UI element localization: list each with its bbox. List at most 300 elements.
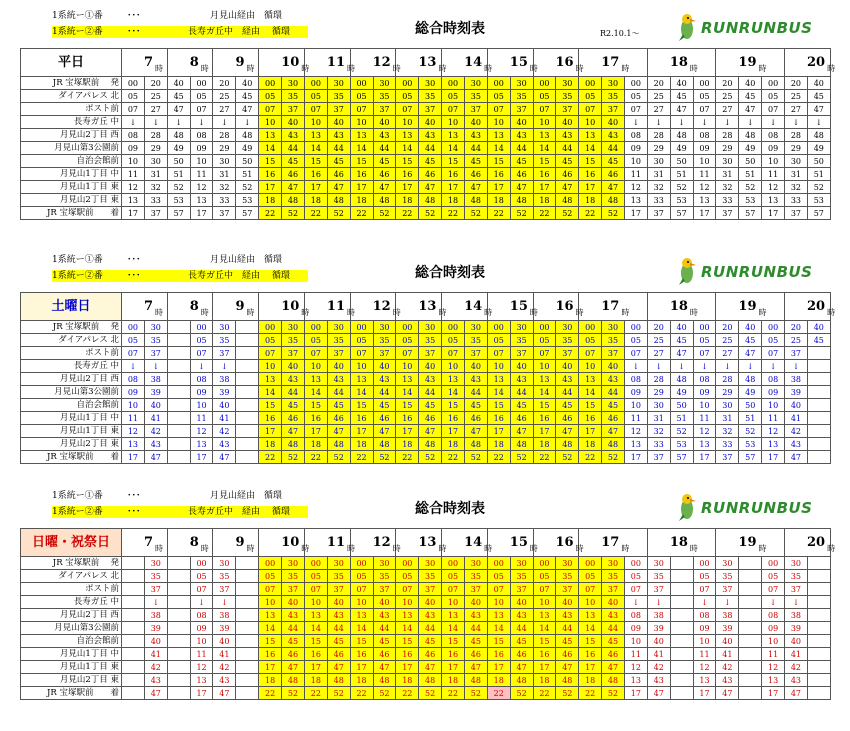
departure-time: 47 xyxy=(739,103,762,116)
departure-time: 33 xyxy=(716,438,739,451)
departure-time: 42 xyxy=(647,661,670,674)
bird-mascot-icon xyxy=(675,12,699,46)
departure-time: 17 xyxy=(122,451,145,464)
departure-time: 13 xyxy=(190,438,213,451)
timetable-title: 総合時刻表 xyxy=(415,501,485,517)
departure-time xyxy=(167,373,190,386)
departure-time xyxy=(807,438,830,451)
departure-time: 40 xyxy=(213,399,236,412)
stop-name: 長寿ガ丘 中 xyxy=(21,360,122,373)
departure-time: 13 xyxy=(487,129,510,142)
hour-suffix: 時 xyxy=(200,543,209,553)
departure-time: 16 xyxy=(442,648,465,661)
departure-time: 09 xyxy=(693,622,716,635)
departure-time xyxy=(236,583,259,596)
departure-time: 16 xyxy=(304,648,327,661)
departure-time xyxy=(167,661,190,674)
departure-time: 35 xyxy=(327,334,350,347)
departure-time: 43 xyxy=(282,609,305,622)
departure-time: 07 xyxy=(579,583,602,596)
departure-time: 42 xyxy=(716,661,739,674)
departure-time: 13 xyxy=(487,609,510,622)
hour-number: 20 xyxy=(807,298,826,314)
departure-time: 10 xyxy=(533,596,556,609)
departure-time: 30 xyxy=(602,557,625,570)
departure-time: 22 xyxy=(487,451,510,464)
departure-time: 40 xyxy=(510,360,533,373)
table-row xyxy=(21,142,831,155)
departure-time: 15 xyxy=(396,399,419,412)
departure-time: 45 xyxy=(327,635,350,648)
departure-time: 37 xyxy=(213,583,236,596)
hour-number: 11 xyxy=(326,534,346,550)
departure-time: 46 xyxy=(602,412,625,425)
departure-time: 42 xyxy=(213,661,236,674)
departure-time: 13 xyxy=(304,129,327,142)
departure-time: 10 xyxy=(396,116,419,129)
departure-time xyxy=(167,412,190,425)
departure-time: 25 xyxy=(716,334,739,347)
departure-time: 30 xyxy=(556,557,579,570)
departure-time xyxy=(167,425,190,438)
departure-time: 00 xyxy=(304,321,327,334)
departure-time: 00 xyxy=(122,77,145,90)
departure-time: 35 xyxy=(464,570,487,583)
departure-time: 30 xyxy=(556,77,579,90)
departure-time xyxy=(807,347,830,360)
hour-header xyxy=(716,49,785,77)
departure-time: 00 xyxy=(122,321,145,334)
departure-time: 27 xyxy=(647,347,670,360)
departure-time: 05 xyxy=(304,90,327,103)
departure-time: 22 xyxy=(579,451,602,464)
departure-time: ↓ xyxy=(236,116,259,129)
departure-time: 09 xyxy=(122,142,145,155)
departure-time: 14 xyxy=(304,142,327,155)
departure-time: 22 xyxy=(350,687,373,700)
departure-time: 46 xyxy=(510,648,533,661)
departure-time xyxy=(122,622,145,635)
hour-suffix: 時 xyxy=(200,307,209,317)
departure-time: 05 xyxy=(624,570,647,583)
departure-time: 47 xyxy=(167,103,190,116)
departure-time xyxy=(167,399,190,412)
departure-time: 35 xyxy=(510,90,533,103)
departure-time: 47 xyxy=(213,687,236,700)
departure-time: 45 xyxy=(556,155,579,168)
departure-time: 40 xyxy=(807,321,830,334)
departure-time: 43 xyxy=(510,373,533,386)
departure-time: 37 xyxy=(556,103,579,116)
route-2-dots: ･･･ xyxy=(127,27,141,37)
departure-time: 08 xyxy=(762,373,785,386)
departure-time: 05 xyxy=(350,570,373,583)
departure-time: 35 xyxy=(327,90,350,103)
departure-time: 22 xyxy=(442,207,465,220)
departure-time: 08 xyxy=(762,129,785,142)
departure-time xyxy=(167,334,190,347)
departure-time: 30 xyxy=(213,321,236,334)
departure-time: 14 xyxy=(396,386,419,399)
departure-time: 17 xyxy=(190,687,213,700)
departure-time: 37 xyxy=(144,583,167,596)
table-row xyxy=(21,648,831,661)
departure-time xyxy=(739,674,762,687)
departure-time: ↓ xyxy=(624,116,647,129)
departure-time: 35 xyxy=(556,334,579,347)
departure-time: 07 xyxy=(304,583,327,596)
departure-time: 15 xyxy=(259,635,282,648)
departure-time: 28 xyxy=(785,129,808,142)
departure-time: 17 xyxy=(304,181,327,194)
departure-time: 46 xyxy=(602,168,625,181)
departure-time: 14 xyxy=(579,142,602,155)
departure-time: 35 xyxy=(464,334,487,347)
hour-number: 7 xyxy=(144,54,154,70)
departure-time: ↓ xyxy=(122,116,145,129)
departure-time: 40 xyxy=(327,116,350,129)
departure-time xyxy=(236,386,259,399)
departure-time: 05 xyxy=(304,570,327,583)
departure-time: 40 xyxy=(464,596,487,609)
departure-time xyxy=(670,609,693,622)
departure-time: ↓ xyxy=(144,596,167,609)
departure-time: 46 xyxy=(327,648,350,661)
departure-time: 14 xyxy=(442,622,465,635)
departure-time: 17 xyxy=(442,661,465,674)
stop-name: 月見山2丁目 西 xyxy=(21,129,122,142)
departure-time: 22 xyxy=(579,687,602,700)
departure-time xyxy=(807,661,830,674)
departure-time: 09 xyxy=(122,386,145,399)
departure-time: 57 xyxy=(670,451,693,464)
departure-time: 30 xyxy=(419,77,442,90)
hour-header xyxy=(259,293,310,321)
departure-time: 40 xyxy=(739,77,762,90)
departure-time: 14 xyxy=(396,622,419,635)
departure-time: 17 xyxy=(396,181,419,194)
departure-time: 22 xyxy=(259,207,282,220)
departure-time: 48 xyxy=(419,674,442,687)
departure-time: 00 xyxy=(693,321,716,334)
table-row xyxy=(21,155,831,168)
departure-time xyxy=(236,451,259,464)
departure-time: 37 xyxy=(327,347,350,360)
departure-time: 45 xyxy=(373,399,396,412)
table-row xyxy=(21,674,831,687)
departure-time: 10 xyxy=(762,635,785,648)
departure-time: 52 xyxy=(373,451,396,464)
departure-time: 35 xyxy=(282,570,305,583)
departure-time: 15 xyxy=(442,635,465,648)
departure-time: 07 xyxy=(122,103,145,116)
departure-time: 43 xyxy=(282,129,305,142)
departure-time: 00 xyxy=(259,321,282,334)
departure-time: 00 xyxy=(396,77,419,90)
departure-time: ↓ xyxy=(785,596,808,609)
logo-text: RUNRUNBUS xyxy=(701,263,813,281)
departure-time: 10 xyxy=(762,399,785,412)
departure-time: 39 xyxy=(785,386,808,399)
departure-time: 29 xyxy=(647,142,670,155)
departure-time: 07 xyxy=(762,103,785,116)
departure-time: 45 xyxy=(510,155,533,168)
departure-time: 29 xyxy=(647,386,670,399)
departure-time: 05 xyxy=(122,90,145,103)
table-row xyxy=(21,103,831,116)
departure-time: 11 xyxy=(693,412,716,425)
departure-time xyxy=(167,570,190,583)
departure-time: 43 xyxy=(602,373,625,386)
departure-time: 08 xyxy=(624,609,647,622)
departure-time: 05 xyxy=(190,334,213,347)
departure-time: 40 xyxy=(556,116,579,129)
departure-time: 27 xyxy=(647,103,670,116)
departure-time: 18 xyxy=(350,674,373,687)
departure-time: ↓ xyxy=(716,360,739,373)
departure-time: 10 xyxy=(190,635,213,648)
departure-time xyxy=(807,386,830,399)
route-2-via-b: 経由 xyxy=(242,27,261,37)
departure-time: 30 xyxy=(647,155,670,168)
stop-name: 月見山2丁目 東 xyxy=(21,194,122,207)
departure-time: 40 xyxy=(670,77,693,90)
route-2-dots: ･･･ xyxy=(127,271,141,281)
departure-time: 13 xyxy=(762,438,785,451)
departure-time: 53 xyxy=(167,194,190,207)
departure-time: 07 xyxy=(579,347,602,360)
departure-time: 10 xyxy=(579,596,602,609)
hour-suffix: 時 xyxy=(689,63,698,73)
departure-time: 43 xyxy=(785,674,808,687)
departure-time: 12 xyxy=(693,425,716,438)
departure-time: 05 xyxy=(579,570,602,583)
departure-time: 45 xyxy=(510,635,533,648)
departure-time: 42 xyxy=(785,661,808,674)
departure-time: 47 xyxy=(602,661,625,674)
departure-time: 05 xyxy=(487,90,510,103)
stop-name: JR 宝塚駅前 着 xyxy=(21,451,122,464)
departure-time: 38 xyxy=(716,609,739,622)
hour-suffix: 時 xyxy=(689,543,698,553)
departure-time: 39 xyxy=(785,622,808,635)
departure-time: 22 xyxy=(533,451,556,464)
stop-name: 月見山1丁目 東 xyxy=(21,425,122,438)
departure-time: 41 xyxy=(785,412,808,425)
departure-time: 11 xyxy=(122,412,145,425)
hour-header xyxy=(533,293,584,321)
departure-time: 44 xyxy=(327,142,350,155)
table-row xyxy=(21,116,831,129)
departure-time: 46 xyxy=(556,412,579,425)
day-type-label: 日曜・祝祭日 xyxy=(21,529,122,557)
departure-time: 43 xyxy=(373,373,396,386)
departure-time: 07 xyxy=(350,103,373,116)
route-1-label: 1系統ー①番 xyxy=(52,491,103,501)
hour-header xyxy=(122,293,168,321)
departure-time: 13 xyxy=(487,373,510,386)
departure-time: 18 xyxy=(533,438,556,451)
departure-time: 39 xyxy=(213,622,236,635)
departure-time: 30 xyxy=(602,321,625,334)
departure-time: 37 xyxy=(785,207,808,220)
departure-time: 30 xyxy=(144,557,167,570)
day-type-label: 土曜日 xyxy=(21,293,122,321)
departure-time: 12 xyxy=(624,181,647,194)
departure-time: 43 xyxy=(556,129,579,142)
table-row xyxy=(21,334,831,347)
departure-time: 35 xyxy=(602,90,625,103)
departure-time: ↓ xyxy=(785,360,808,373)
departure-time: 44 xyxy=(602,386,625,399)
departure-time: 52 xyxy=(419,451,442,464)
departure-time: 48 xyxy=(373,194,396,207)
departure-time: 25 xyxy=(785,334,808,347)
departure-time: 10 xyxy=(693,399,716,412)
hour-suffix: 時 xyxy=(621,307,630,317)
departure-time: 38 xyxy=(647,609,670,622)
departure-time: 20 xyxy=(785,321,808,334)
hour-number: 18 xyxy=(669,54,688,70)
hour-suffix: 時 xyxy=(246,63,255,73)
departure-time: 46 xyxy=(510,168,533,181)
hour-suffix: 時 xyxy=(246,307,255,317)
hour-header xyxy=(213,49,259,77)
departure-time: 48 xyxy=(282,194,305,207)
departure-time: 17 xyxy=(190,451,213,464)
departure-time: 52 xyxy=(510,207,533,220)
departure-time: 35 xyxy=(327,570,350,583)
departure-time: 05 xyxy=(624,334,647,347)
departure-time: 05 xyxy=(442,570,465,583)
departure-time: 46 xyxy=(556,168,579,181)
departure-time: 38 xyxy=(785,609,808,622)
departure-time: 28 xyxy=(144,129,167,142)
table-row xyxy=(21,386,831,399)
hour-suffix: 時 xyxy=(484,543,493,553)
departure-time: 45 xyxy=(419,399,442,412)
departure-time: 33 xyxy=(647,438,670,451)
hour-number: 19 xyxy=(738,54,757,70)
departure-time: ↓ xyxy=(624,360,647,373)
stop-name: 自治会館前 xyxy=(21,399,122,412)
hour-suffix: 時 xyxy=(155,63,164,73)
departure-time xyxy=(739,570,762,583)
route-1-line xyxy=(52,490,292,502)
departure-time: 11 xyxy=(624,412,647,425)
departure-time: 37 xyxy=(510,583,533,596)
departure-time: 45 xyxy=(282,635,305,648)
departure-time: 14 xyxy=(533,142,556,155)
departure-time: 13 xyxy=(442,609,465,622)
hour-suffix: 時 xyxy=(529,63,538,73)
departure-time: 22 xyxy=(442,687,465,700)
table-row xyxy=(21,412,831,425)
departure-time xyxy=(670,557,693,570)
departure-time: 35 xyxy=(602,570,625,583)
hour-number: 11 xyxy=(326,298,346,314)
route-2-line xyxy=(52,506,308,518)
departure-time: 14 xyxy=(350,142,373,155)
hour-suffix: 時 xyxy=(529,543,538,553)
departure-time: ↓ xyxy=(716,116,739,129)
departure-time: 47 xyxy=(464,425,487,438)
departure-time: 10 xyxy=(442,360,465,373)
hour-header xyxy=(442,49,493,77)
departure-time: 18 xyxy=(442,438,465,451)
departure-time xyxy=(807,622,830,635)
revision-date: R2.10.1～ xyxy=(600,29,640,38)
departure-time: 05 xyxy=(259,334,282,347)
route-2-via-b: 経由 xyxy=(242,507,261,517)
departure-time: 00 xyxy=(442,557,465,570)
hour-suffix: 時 xyxy=(155,307,164,317)
departure-time: 30 xyxy=(282,77,305,90)
hour-number: 19 xyxy=(738,534,757,550)
departure-time: 16 xyxy=(259,648,282,661)
departure-time: 33 xyxy=(647,194,670,207)
route-1-dots: ･･･ xyxy=(127,491,141,501)
departure-time: 18 xyxy=(259,438,282,451)
departure-time: 05 xyxy=(350,334,373,347)
departure-time: 39 xyxy=(144,386,167,399)
departure-time: 05 xyxy=(762,570,785,583)
departure-time: 48 xyxy=(556,194,579,207)
departure-time: 37 xyxy=(213,347,236,360)
stop-name: JR 宝塚駅前 着 xyxy=(21,207,122,220)
departure-time: 43 xyxy=(602,129,625,142)
departure-time: 48 xyxy=(556,674,579,687)
departure-time: 43 xyxy=(464,129,487,142)
departure-time: 45 xyxy=(464,635,487,648)
departure-time: 45 xyxy=(807,334,830,347)
departure-time: 15 xyxy=(442,399,465,412)
route-2-via-a: 長寿ガ丘中 xyxy=(188,507,234,517)
departure-time: 37 xyxy=(716,583,739,596)
departure-time xyxy=(122,674,145,687)
departure-time: 48 xyxy=(556,438,579,451)
hour-header xyxy=(716,293,785,321)
departure-time: 35 xyxy=(556,570,579,583)
departure-time: 51 xyxy=(670,412,693,425)
bird-mascot-icon xyxy=(675,492,699,526)
departure-time xyxy=(167,687,190,700)
departure-time: 51 xyxy=(670,168,693,181)
departure-time: 47 xyxy=(464,661,487,674)
stop-name: JR 宝塚駅前 発 xyxy=(21,321,122,334)
departure-time: 43 xyxy=(510,609,533,622)
departure-time: 25 xyxy=(785,90,808,103)
departure-time: 08 xyxy=(693,129,716,142)
departure-time: 43 xyxy=(464,609,487,622)
departure-time: 13 xyxy=(122,438,145,451)
route-1-line xyxy=(52,10,292,22)
departure-time: 16 xyxy=(350,412,373,425)
departure-time: 12 xyxy=(693,661,716,674)
departure-time: 17 xyxy=(259,661,282,674)
departure-time: 45 xyxy=(510,399,533,412)
departure-time: 48 xyxy=(670,129,693,142)
departure-time: 00 xyxy=(259,77,282,90)
departure-time: 40 xyxy=(556,596,579,609)
departure-time: 05 xyxy=(533,90,556,103)
departure-time: 40 xyxy=(327,360,350,373)
departure-time: 47 xyxy=(327,181,350,194)
departure-time: 00 xyxy=(487,321,510,334)
departure-time: 10 xyxy=(396,360,419,373)
departure-time: 37 xyxy=(327,103,350,116)
departure-time xyxy=(122,635,145,648)
